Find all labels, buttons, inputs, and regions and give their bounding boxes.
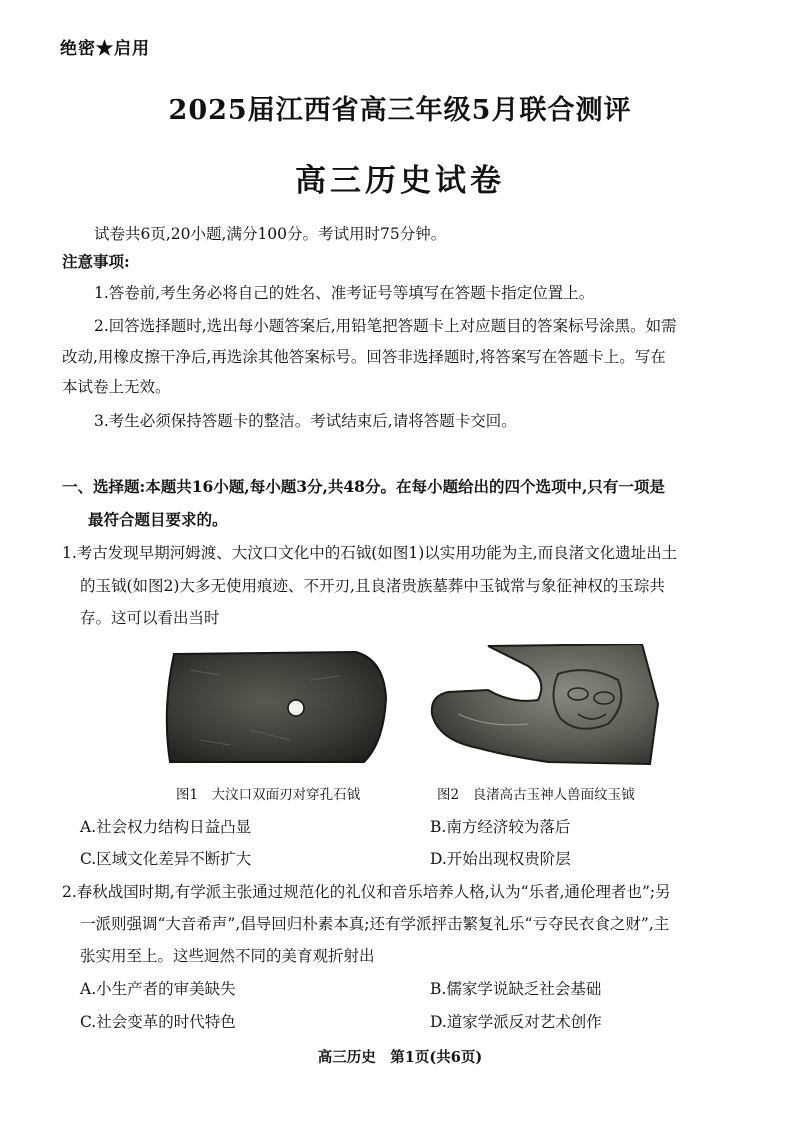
question-1-line1: 1.考古发现早期河姆渡、大汶口文化中的石钺(如图1)以实用功能为主,而良渚文化遗址出土: [62, 544, 678, 562]
stone-axe-image: [160, 650, 390, 765]
section-heading-line1: 一、选择题:本题共16小题,每小题3分,共48分。在每小题给出的四个选项中,只有一项是: [62, 477, 665, 496]
notice-item-2-line1: 2.回答选择题时,选出每小题答案后,用铅笔把答题卡上对应题目的答案标号涂黑。如需: [94, 317, 677, 335]
question-1-line3: 存。这可以看出当时: [80, 609, 220, 627]
question-1-option-a: A.社会权力结构日益凸显: [80, 818, 252, 836]
question-2-line3: 张实用至上。这些迥然不同的美育观折射出: [80, 947, 375, 965]
question-2-option-c: C.社会变革的时代特色: [80, 1013, 236, 1031]
exam-summary: 试卷共6页,20小题,满分100分。考试用时75分钟。: [94, 225, 447, 243]
figure-2-caption: 图2 良渚高古玉神人兽面纹玉钺: [437, 787, 635, 803]
question-1-line2: 的玉钺(如图2)大多无使用痕迹、不开刃,且良渚贵族墓葬中玉钺常与象征神权的玉琮共: [80, 577, 665, 595]
question-1-option-c: C.区域文化差异不断扩大: [80, 850, 252, 868]
question-1-option-d: D.开始出现权贵阶层: [430, 850, 571, 868]
question-2-line2: 一派则强调“大音希声”,倡导回归朴素本真;还有学派抨击繁复礼乐“亏夺民衣食之财”,主: [80, 915, 670, 933]
figure-1-caption: 图1 大汶口双面刃对穿孔石钺: [176, 787, 361, 803]
question-2-option-a: A.小生产者的审美缺失: [80, 980, 236, 998]
question-1-option-b: B.南方经济较为落后: [430, 818, 571, 836]
exam-title: 2025届江西省高三年级5月联合测评: [168, 95, 632, 126]
notice-item-1: 1.答卷前,考生务必将自己的姓名、准考证号等填写在答题卡指定位置上。: [94, 284, 595, 302]
notice-item-3: 3.考生必须保持答题卡的整洁。考试结束后,请将答题卡交回。: [94, 412, 517, 430]
section-heading-line2: 最符合题目要求的。: [88, 510, 228, 529]
notice-item-2-line2: 改动,用橡皮擦干净后,再选涂其他答案标号。回答非选择题时,将答案写在答题卡上。写在: [62, 348, 666, 366]
page-footer: 高三历史 第1页(共6页): [317, 1049, 483, 1066]
question-2-line1: 2.春秋战国时期,有学派主张通过规范化的礼仪和音乐培养人格,认为“乐者,通伦理者也”;另: [62, 883, 671, 901]
notice-item-2-line3: 本试卷上无效。: [62, 378, 171, 396]
question-2-option-b: B.儒家学说缺乏社会基础: [430, 980, 602, 998]
secret-label: 绝密★启用: [60, 39, 150, 59]
paper-title: 高三历史试卷: [295, 163, 505, 199]
question-2-option-d: D.道家学派反对艺术创作: [430, 1013, 602, 1031]
notice-title: 注意事项:: [62, 252, 130, 271]
jade-axe-image: [428, 644, 660, 766]
